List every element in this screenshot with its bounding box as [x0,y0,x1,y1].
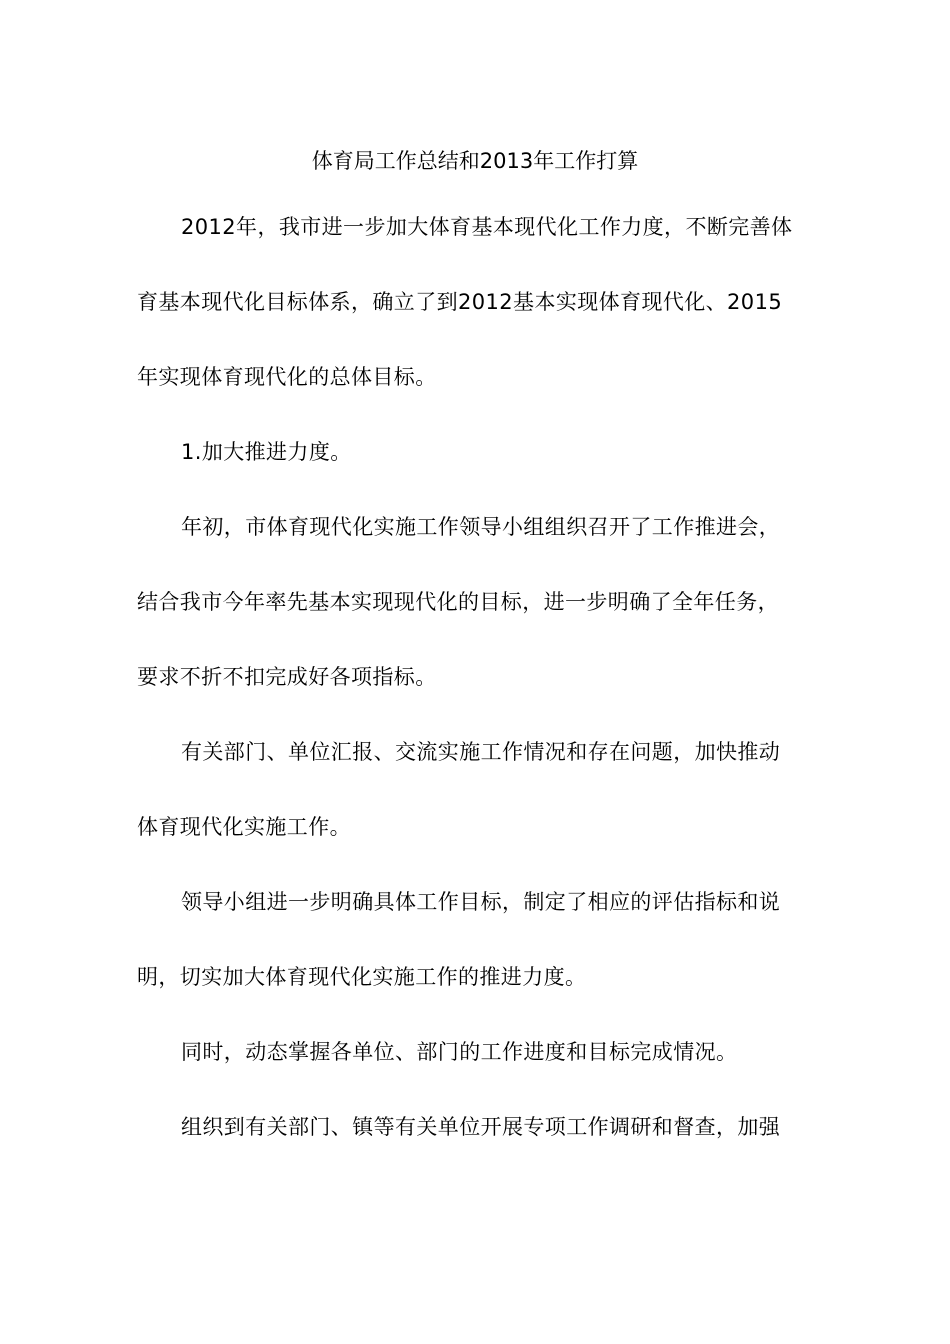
paragraph-line: 体育现代化实施工作。 [137,815,351,839]
paragraph-line: 有关部门、单位汇报、交流实施工作情况和存在问题，加快推动 [181,740,781,764]
section-heading: 1.加大推进力度。 [181,440,352,464]
paragraph-line: 要求不折不扣完成好各项指标。 [137,665,437,689]
paragraph-line: 育基本现代化目标体系，确立了到2012基本实现体育现代化、2015 [137,290,783,314]
paragraph-line: 领导小组进一步明确具体工作目标，制定了相应的评估指标和说 [181,890,781,914]
paragraph-line: 年实现体育现代化的总体目标。 [137,365,437,389]
paragraph-line: 组织到有关部门、镇等有关单位开展专项工作调研和督查，加强 [181,1115,781,1139]
paragraph-line: 2012年，我市进一步加大体育基本现代化工作力度，不断完善体 [181,215,793,239]
document-title: 体育局工作总结和2013年工作打算 [311,149,639,173]
paragraph-line: 明，切实加大体育现代化实施工作的推进力度。 [137,965,587,989]
paragraph-line: 年初，市体育现代化实施工作领导小组组织召开了工作推进会， [181,515,781,539]
paragraph-line: 结合我市今年率先基本实现现代化的目标，进一步明确了全年任务， [137,590,779,614]
paragraph-line: 同时，动态掌握各单位、部门的工作进度和目标完成情况。 [181,1040,738,1064]
